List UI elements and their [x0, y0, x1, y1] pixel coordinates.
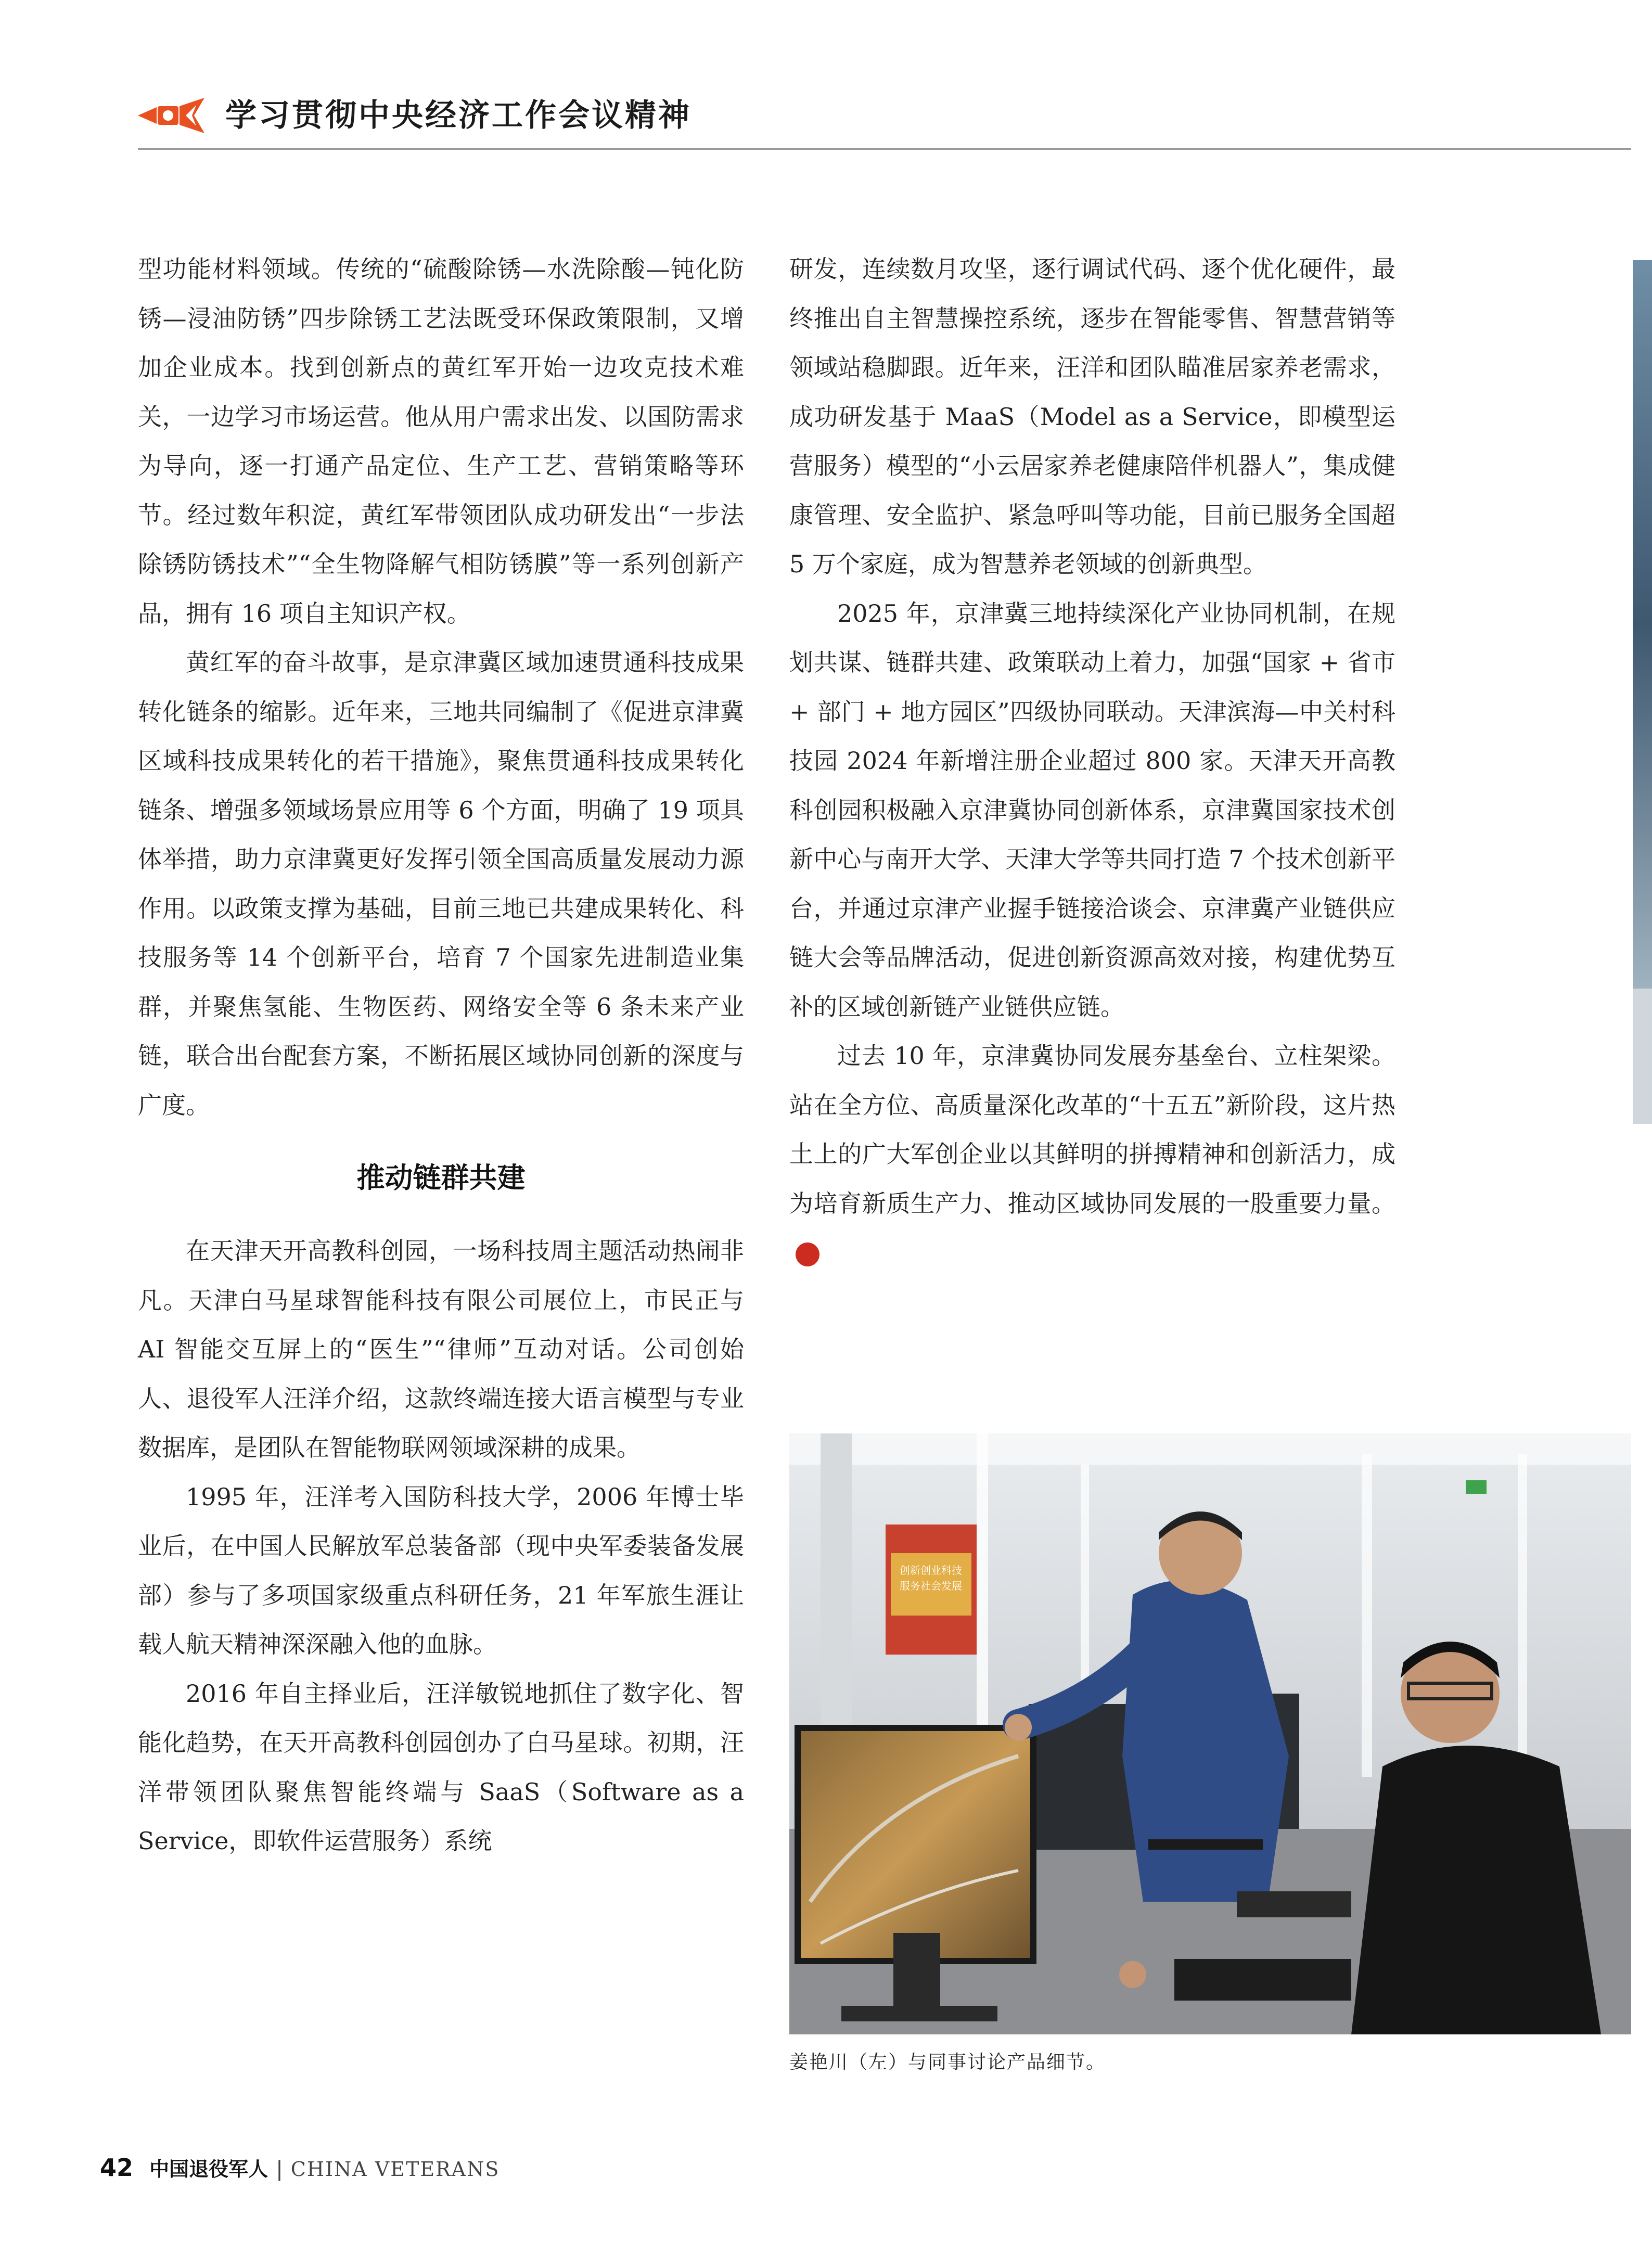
page-number: 42 [100, 2154, 134, 2182]
page-footer [100, 2153, 500, 2189]
paragraph-text: 过去 10 年，京津冀协同发展夯基垒台、立柱架梁。站在全方位、高质量深化改革的“十五五”新阶段，这片热土上的广大军创企业以其鲜明的拼搏精神和创新活力，成为培育新质生产力、推动区域协同发展的一股重要力量。 [789, 1042, 1395, 1218]
paragraph: 研发，连续数月攻坚，逐行调试代码、逐个优化硬件，最终推出自主智慧操控系统，逐步在智能零售、智慧营销等领域站稳脚跟。近年来，汪洋和团队瞄准居家养老需求，成功研发基于 MaaS（Model as a Service，即模型运营服务）模型的“小云居家养老健康陪伴机器人”，集成健康管理、安全监护、紧急呼叫等功能，目前已服务全国超 5 万个家庭，成为智慧养老领域的创新典型。 [789, 255, 1395, 578]
paragraph: 1995 年，汪洋考入国防科技大学，2006 年博士毕业后，在中国人民解放军总装备部（现中央军委装备发展部）参与了多项国家级重点科研任务，21 年军旅生涯让载人航天精神深深融入他的血脉。 [138, 1482, 744, 1658]
magazine-name-en: CHINA VETERANS [290, 2158, 500, 2181]
adjacent-page-edge-lower [1633, 989, 1652, 1124]
left-column [138, 245, 744, 1866]
end-mark-icon: V [796, 1242, 819, 1266]
header-divider [138, 148, 1631, 150]
paragraph: 黄红军的奋斗故事，是京津冀区域加速贯通科技成果转化链条的缩影。近年来，三地共同编制了《促进京津冀区域科技成果转化的若干措施》，聚焦贯通科技成果转化链条、增强多领域场景应用等 6 个方面，明确了 19 项具体举措，助力京津冀更好发挥引领全国高质量发展动力源作用。以政策支撑为基础，目前三地已共建成果转化、科技服务等 14 个创新平台，培育 7 个国家先进制造业集群，并聚焦氢能、生物医药、网络安全等 6 条未来产业链，联合出台配套方案，不断拓展区域协同创新的深度与广度。 [138, 648, 744, 1119]
magazine-name-cn: 中国退役军人 [149, 2158, 268, 2181]
paragraph: 2016 年自主择业后，汪洋敏锐地抓住了数字化、智能化趋势，在天开高教科创园创办了白马星球。初期，汪洋带领团队聚焦智能终端与 SaaS（Software as a Service，即软件运营服务）系统 [138, 1679, 744, 1855]
adjacent-page-edge [1633, 260, 1652, 989]
paragraph: 型功能材料领域。传统的“硫酸除锈—水洗除酸—钝化防锈—浸油防锈”四步除锈工艺法既受环保政策限制，又增加企业成本。找到创新点的黄红军开始一边攻克技术难关，一边学习市场运营。他从用户需求出发、以国防需求为导向，逐一打通产品定位、生产工艺、营销策略等环节。经过数年积淀，黄红军带领团队成功研发出“一步法除锈防锈技术”“全生物降解气相防锈膜”等一系列创新产品，拥有 16 项自主知识产权。 [138, 255, 744, 627]
photo-caption: 姜艳川（左）与同事讨论产品细节。 [789, 2052, 1106, 2073]
subheading: 推动链群共建 [356, 1161, 526, 1194]
paragraph: 在天津天开高教科创园，一场科技周主题活动热闹非凡。天津白马星球智能科技有限公司展位上，市民正与 AI 智能交互屏上的“医生”“律师”互动对话。公司创始人、退役军人汪洋介绍，这款终端连接大语言模型与专业数据库，是团队在智能物联网领域深耕的成果。 [138, 1237, 744, 1462]
poster-text: 服务社会发展 [900, 1580, 962, 1592]
office-scene-illustration [789, 1433, 1631, 2034]
footer-separator: | [276, 2157, 283, 2181]
poster-text: 创新创业科技 [900, 1564, 962, 1577]
article-photo [789, 1433, 1631, 2034]
paragraph: 2025 年，京津冀三地持续深化产业协同机制，在规划共谋、链群共建、政策联动上着力，加强“国家 + 省市 + 部门 + 地方园区”四级协同联动。天津滨海—中关村科技园 2024 年新增注册企业超过 800 家。天津天开高教科创园积极融入京津冀协同创新体系，京津冀国家技术创新中心与南开大学、天津大学等共同打造 7 个技术创新平台，并通过京津产业握手链接洽谈会、京津冀产业链供应链大会等品牌活动，促进创新资源高效对接，构建优势互补的区域创新链产业链供应链。 [789, 599, 1395, 1021]
right-column [789, 245, 1395, 1277]
section-title: 学习贯彻中央经济工作会议精神 [225, 97, 691, 134]
paragraph-final [789, 1031, 1395, 1277]
magazine-logo-icon [138, 95, 206, 136]
page-header [138, 89, 1631, 152]
